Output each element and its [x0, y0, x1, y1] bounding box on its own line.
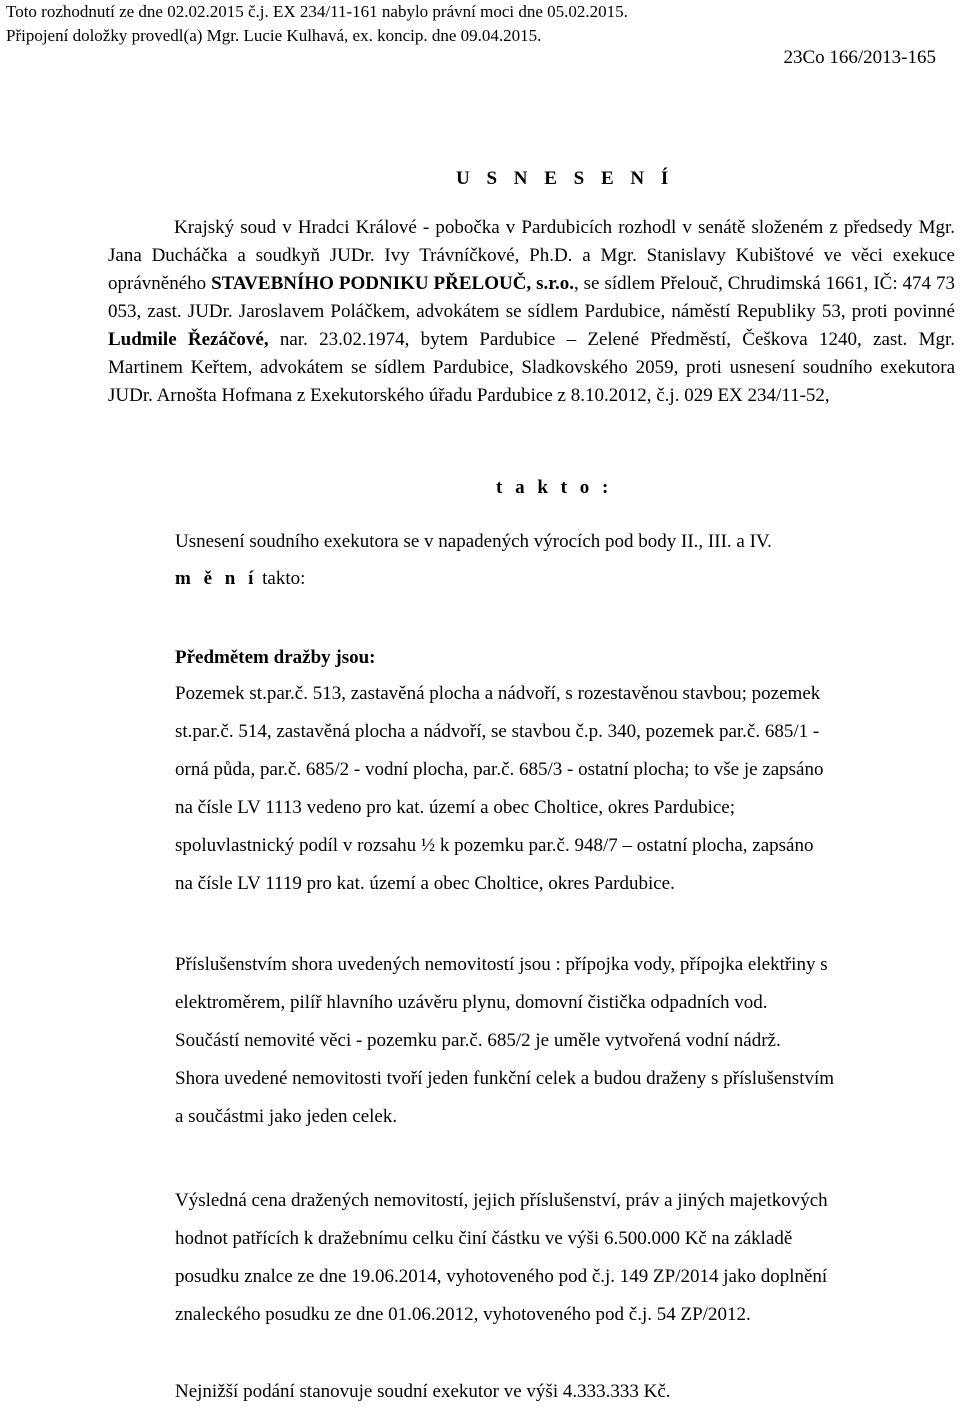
legal-force-line: Toto rozhodnutí ze dne 02.02.2015 č.j. EX 234/11-161 nabylo právní moci dne 05.02.2015.	[6, 2, 628, 21]
price-line: znaleckého posudku ze dne 01.06.2012, vyhotoveného pod č.j. 54 ZP/2012.	[175, 1304, 751, 1325]
legal-force-note	[6, 0, 628, 48]
auction-subject-paragraph	[175, 675, 955, 903]
clause-line: Připojení doložky provedl(a) Mgr. Lucie Kulhavá, ex. koncip. dne 09.04.2015.	[6, 26, 542, 45]
price-paragraph	[175, 1182, 955, 1334]
party-debtor: Ludmile Řezáčové,	[108, 329, 269, 350]
price-line: Výsledná cena dražených nemovitostí, jejich příslušenství, práv a jiných majetkových	[175, 1190, 828, 1211]
subject-line: orná půda, par.č. 685/2 - vodní plocha, par.č. 685/3 - ostatní plocha; to vše je zapsáno	[175, 759, 824, 780]
accessories-line: Shora uvedené nemovitosti tvoří jeden funkční celek a budou draženy s příslušenstvím	[175, 1068, 835, 1089]
usneseni-statement: Usnesení soudního exekutora se v napadených výrocích pod body II., III. a IV.	[175, 531, 772, 552]
accessories-line: a součástmi jako jeden celek.	[175, 1106, 398, 1127]
intro-paragraph	[108, 214, 955, 410]
document-title: U S N E S E N Í	[456, 168, 675, 189]
price-line: hodnot patřících k dražebnímu celku činí částku ve výši 6.500.000 Kč na základě	[175, 1228, 793, 1249]
case-number: 23Co 166/2013-165	[783, 47, 936, 68]
subject-line: st.par.č. 514, zastavěná plocha a nádvoří, se stavbou č.p. 340, pozemek par.č. 685/1 -	[175, 721, 820, 742]
meni-statement	[175, 567, 305, 591]
accessories-line: elektroměrem, pilíř hlavního uzávěru plynu, domovní čistička odpadních vod.	[175, 992, 768, 1013]
intro-text-3: nar. 23.02.1974, bytem Pardubice – Zelené Předměstí, Češkova 1240, zast. Mgr. Martinem Keřtem, advokátem se sídlem Pardubice, Sladkovského 2059, proti usnesení soudního exekutora JUDr. Arnošta Hofmana z Exekutorského úřadu Pardubice z 8.10.2012, č.j. 029 EX 234/11-52,	[108, 329, 955, 406]
accessories-paragraph	[175, 946, 955, 1136]
subject-line: na čísle LV 1113 vedeno pro kat. území a obec Choltice, okres Pardubice;	[175, 797, 735, 818]
accessories-line: Příslušenstvím shora uvedených nemovitostí jsou : přípojka vody, přípojka elektřiny s	[175, 954, 828, 975]
party-creditor: STAVEBNÍHO PODNIKU PŘELOUČ, s.r.o.	[211, 273, 574, 294]
subject-line: Pozemek st.par.č. 513, zastavěná plocha a nádvoří, s rozestavěnou stavbou; pozemek	[175, 683, 821, 704]
subject-line: spoluvlastnický podíl v rozsahu ½ k pozemku par.č. 948/7 – ostatní plocha, zapsáno	[175, 835, 814, 856]
subject-line: na čísle LV 1119 pro kat. území a obec Choltice, okres Pardubice.	[175, 873, 675, 894]
minimum-bid-statement: Nejnižší podání stanovuje soudní exekutor ve výši 4.333.333 Kč.	[175, 1381, 671, 1402]
price-line: posudku znalce ze dne 19.06.2014, vyhotoveného pod č.j. 149 ZP/2014 jako doplnění	[175, 1266, 828, 1287]
intro-text-2: , se sídlem Přelouč, Chrudimská 1661, IČ: 474 73 053, zast. JUDr. Jaroslavem Poláčkem, advokátem se sídlem Pardubice, náměstí Republiky 53, proti povinné	[108, 273, 955, 322]
meni-rest: takto:	[257, 568, 306, 589]
takto-heading: t a k t o :	[496, 477, 613, 498]
accessories-line: Součástí nemovité věci - pozemku par.č. 685/2 je uměle vytvořená vodní nádrž.	[175, 1030, 781, 1051]
auction-subject-heading: Předmětem dražby jsou:	[175, 647, 376, 668]
intro-text-1: Krajský soud v Hradci Králové - pobočka v Pardubicích rozhodl v senátě složeném z předsedy Mgr. Jana Ducháčka a soudkyň JUDr. Ivy Trávníčkové, Ph.D. a Mgr. Stanislavy Kubištové ve věci exekuce oprávněného	[108, 217, 955, 294]
meni-verb: m ě n í	[175, 568, 258, 589]
